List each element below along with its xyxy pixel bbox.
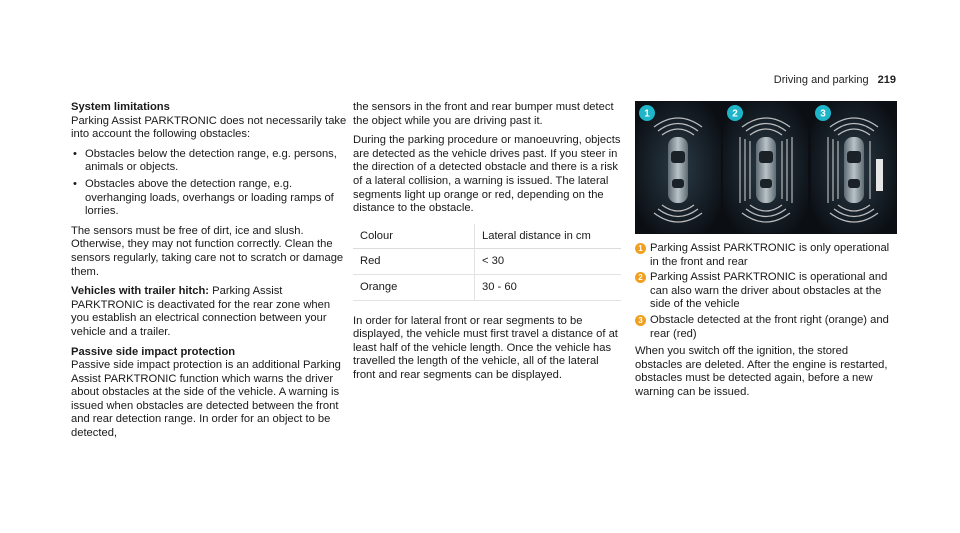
page-header (774, 74, 896, 88)
table-cell: Red (353, 249, 475, 275)
car-icon (668, 137, 688, 203)
caption-text: Parking Assist PARKTRONIC is operational and can also warn the driver about obstacles at the side of the vehicle (650, 271, 888, 311)
paragraph: During the parking procedure or manoeuvring, objects are detected as the vehicle drives past. If you steer in the direction of a detected obstacle and there is a risk of a lateral collision, a warning is issued. The lateral segments light up orange or red, depending on the distance to the obstacle. (353, 134, 621, 215)
parktronic-illustration (635, 101, 897, 234)
caption-number: 3 (635, 315, 646, 326)
marker-label: 2 (732, 108, 738, 120)
list-item: • Obstacles above the detection range, e.g. overhanging loads, overhangs or loading ramps of lorries. (71, 178, 351, 219)
subsection-heading: Passive side impact protection (71, 345, 236, 358)
caption-number: 1 (635, 243, 646, 254)
column-left (71, 101, 351, 447)
table-header-cell: Lateral distance in cm (475, 224, 622, 249)
list-item: • Obstacles below the detection range, e.g. persons, animals or objects. (71, 148, 351, 175)
section-heading: System limitations (71, 101, 170, 113)
sensor-paragraph: The sensors must be free of dirt, ice and slush. Otherwise, they may not function correctly. Clean the sensors regularly, taking care not to scratch or damage them. (71, 224, 344, 278)
caption-item (635, 271, 897, 312)
marker-label: 1 (644, 108, 650, 120)
trailer-paragraph (71, 285, 351, 339)
column-right (635, 101, 897, 406)
panel-2 (723, 102, 808, 233)
paragraph: In order for lateral front or rear segments to be displayed, the vehicle must first travel a distance of at least half of the vehicle length. Once the vehicle has travelled the length of the vehicle, all of the lateral front and rear segments can be displayed. (353, 314, 618, 381)
panel-3 (811, 102, 896, 233)
car-icon (844, 137, 864, 203)
table-cell: Orange (353, 274, 475, 300)
distance-table (353, 224, 621, 301)
table-cell: 30 - 60 (475, 274, 622, 300)
obstacle-icon (876, 159, 883, 191)
passive-paragraph: Passive side impact protection is an additional Parking Assist PARKTRONIC function which warns the driver about obstacles at the side of the vehicle. A warning is issued when obstacles are detected between the front and rear detection range. In order for an object to be detected, (71, 359, 341, 440)
caption-item (635, 242, 897, 269)
obstacle-list (71, 148, 351, 219)
car-icon (756, 137, 776, 203)
page-number: 219 (877, 74, 896, 86)
paragraph: the sensors in the front and rear bumper must detect the object while you are driving past it. (353, 101, 614, 127)
caption-text: Obstacle detected at the front right (orange) and rear (red) (650, 313, 889, 340)
caption-number: 2 (635, 272, 646, 283)
table-header-cell: Colour (353, 224, 475, 249)
paragraph: When you switch off the ignition, the stored obstacles are deleted. After the engine is restarted, obstacles must be detected again, before a new warning can be issued. (635, 345, 888, 398)
trailer-heading: Vehicles with trailer hitch: (71, 285, 210, 298)
caption-item (635, 314, 897, 341)
panel-1 (636, 102, 721, 233)
caption-text: Parking Assist PARKTRONIC is only operational in the front and rear (650, 242, 890, 268)
intro-paragraph: Parking Assist PARKTRONIC does not necessarily take into account the following obstacles: (71, 114, 347, 141)
table-row (353, 249, 621, 275)
marker-label: 3 (820, 108, 826, 120)
column-middle (353, 101, 623, 389)
table-cell: < 30 (475, 249, 622, 275)
trailer-text: Parking Assist PARKTRONIC is deactivated for the rear zone when you establish an electrical connection between your vehicle and a trailer. (71, 285, 331, 338)
table-row (353, 274, 621, 300)
table-header-row (353, 224, 621, 249)
figure-captions (635, 242, 897, 341)
section-title: Driving and parking (773, 74, 869, 86)
